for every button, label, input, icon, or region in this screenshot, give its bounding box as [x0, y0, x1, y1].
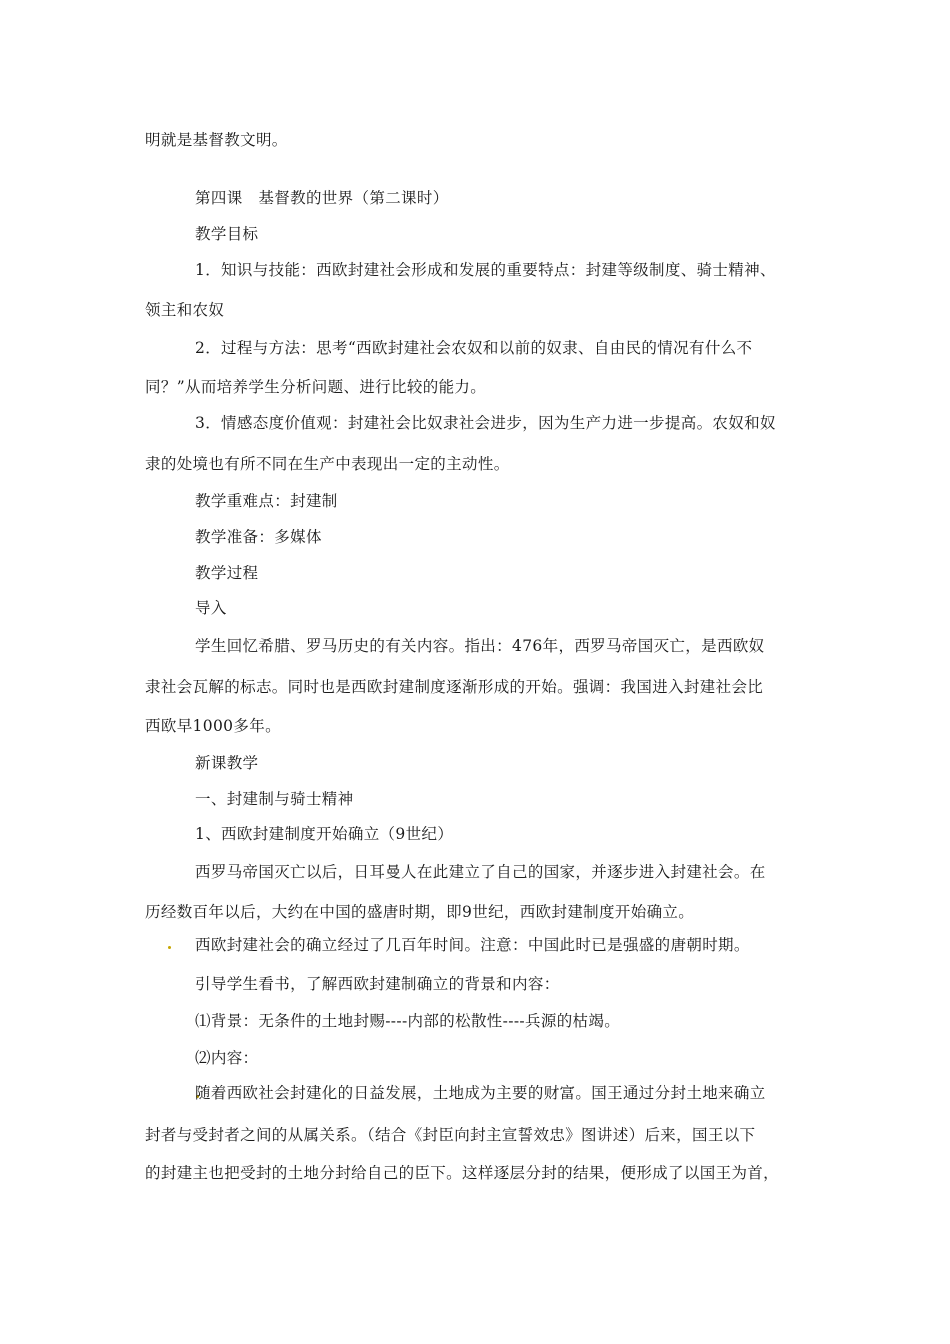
stray-mark [168, 946, 171, 949]
content-item-heading: ⑵内容： [195, 1049, 259, 1067]
section-heading-objectives: 教学目标 [195, 225, 259, 243]
subsection-1-heading: 1、西欧封建制度开始确立（9世纪） [195, 825, 454, 843]
paragraph-1-line-1: 西罗马帝国灭亡以后，日耳曼人在此建立了自己的国家，并逐步进入封建社会。在 [195, 863, 766, 881]
objective-1-line-1: 1．知识与技能：西欧封建社会形成和发展的重要特点：封建等级制度、骑士精神、 [195, 261, 776, 279]
text-line-continuation: 明就是基督教文明。 [145, 131, 288, 149]
objective-3-line-1: 3．情感态度价值观：封建社会比奴隶社会进步，因为生产力进一步提高。农奴和奴 [195, 414, 776, 432]
guidance-line: 引导学生看书，了解西欧封建制确立的背景和内容： [195, 975, 560, 993]
section-1-heading: 一、封建制与骑士精神 [195, 790, 354, 808]
intro-paragraph-line-2: 隶社会瓦解的标志。同时也是西欧封建制度逐渐形成的开始。强调：我国进入封建社会比 [145, 678, 764, 696]
objective-3-line-2: 隶的处境也有所不同在生产中表现出一定的主动性。 [145, 455, 510, 473]
introduction-heading: 导入 [195, 599, 227, 617]
paragraph-3-line-2: 封者与受封者之间的从属关系。（结合《封臣向封主宣誓效忠》图讲述）后来，国王以下 [145, 1126, 756, 1144]
intro-paragraph-line-1: 学生回忆希腊、罗马历史的有关内容。指出：476年，西罗马帝国灭亡，是西欧奴 [195, 637, 765, 655]
teaching-preparation: 教学准备：多媒体 [195, 528, 322, 546]
objective-2-line-1: 2．过程与方法：思考“西欧封建社会农奴和以前的奴隶、自由民的情况有什么不 [195, 339, 753, 357]
new-lesson-heading: 新课教学 [195, 754, 259, 772]
intro-paragraph-line-3: 西欧早1000多年。 [145, 717, 281, 735]
lesson-title: 第四课 基督教的世界（第二课时） [195, 189, 449, 207]
background-item: ⑴背景：无条件的土地封赐----内部的松散性----兵源的枯竭。 [195, 1012, 621, 1030]
paragraph-2-line: 西欧封建社会的确立经过了几百年时间。注意：中国此时已是强盛的唐朝时期。 [195, 936, 750, 954]
objective-2-line-2: 同？”从而培养学生分析问题、进行比较的能力。 [145, 378, 487, 396]
paragraph-3-line-3: 的封建主也把受封的土地分封给自己的臣下。这样逐层分封的结果，便形成了以国王为首， [145, 1164, 780, 1182]
paragraph-1-line-2: 历经数百年以后，大约在中国的盛唐时期，即9世纪，西欧封建制度开始确立。 [145, 903, 695, 921]
key-difficulty: 教学重难点：封建制 [195, 492, 338, 510]
objective-1-line-2: 领主和农奴 [145, 301, 225, 319]
teaching-process-heading: 教学过程 [195, 564, 259, 582]
paragraph-3-line-1: 随着西欧社会封建化的日益发展，土地成为主要的财富。国王通过分封土地来确立 [195, 1084, 766, 1102]
